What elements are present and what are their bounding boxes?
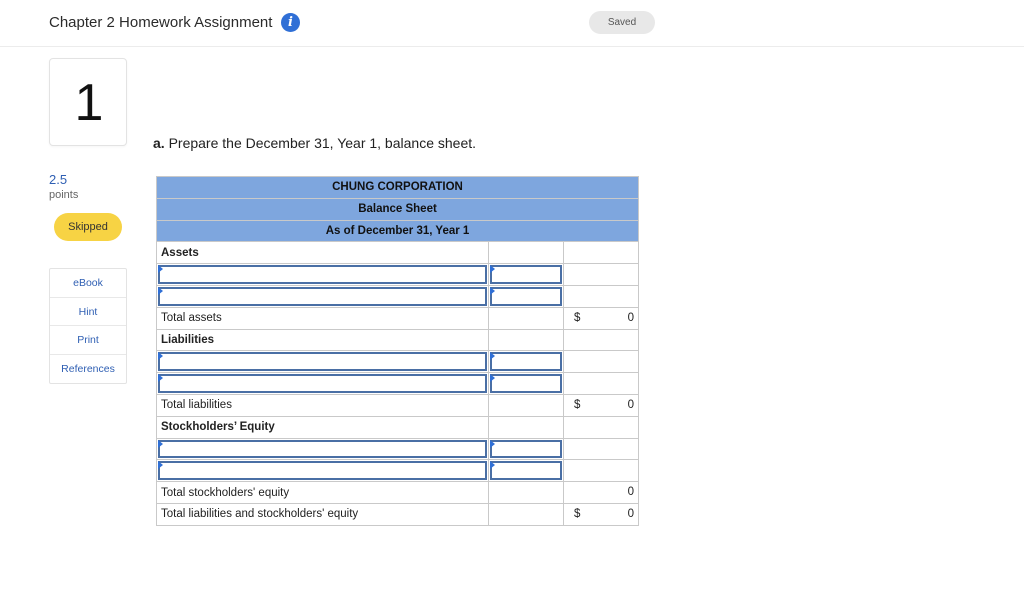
total-liabilities-equity-label: Total liabilities and stockholders' equity	[157, 503, 489, 525]
saved-status-badge: Saved	[589, 11, 655, 34]
total-liabilities-label: Total liabilities	[157, 394, 489, 416]
total-assets-label: Total assets	[157, 307, 489, 329]
dropdown-arrow-icon	[490, 374, 495, 382]
asset-account-dropdown[interactable]	[157, 285, 489, 307]
total-equity-value: 0	[627, 486, 634, 499]
dropdown-arrow-icon	[158, 374, 163, 382]
points-value: 2.5	[49, 172, 68, 187]
total-liabilities-value: 0	[627, 398, 634, 411]
balance-sheet-table	[156, 176, 639, 526]
liability-amount-input[interactable]	[489, 373, 564, 395]
equity-account-dropdown[interactable]	[157, 460, 489, 482]
total-equity-label: Total stockholders' equity	[157, 482, 489, 504]
statement-date: As of December 31, Year 1	[157, 220, 639, 242]
company-name: CHUNG CORPORATION	[157, 177, 639, 199]
resource-links	[49, 268, 127, 384]
liability-account-dropdown[interactable]	[157, 351, 489, 373]
info-icon[interactable]: i	[281, 13, 300, 32]
liability-account-dropdown[interactable]	[157, 373, 489, 395]
equity-account-dropdown[interactable]	[157, 438, 489, 460]
equity-section-label: Stockholders’ Equity	[157, 416, 489, 438]
question-prompt	[153, 135, 476, 151]
assignment-header	[0, 0, 1024, 47]
dropdown-arrow-icon	[490, 287, 495, 295]
prompt-part-label: a.	[153, 135, 165, 151]
references-link[interactable]: References	[61, 362, 115, 375]
hint-link[interactable]: Hint	[50, 298, 126, 327]
skipped-status-badge: Skipped	[54, 213, 122, 241]
asset-account-dropdown[interactable]	[157, 264, 489, 286]
statement-title: Balance Sheet	[157, 198, 639, 220]
total-liabilities-equity-dollar: $	[574, 507, 581, 520]
liability-amount-input[interactable]	[489, 351, 564, 373]
question-number: 1	[74, 74, 104, 132]
dropdown-arrow-icon	[158, 352, 163, 360]
total-assets-dollar: $	[574, 311, 581, 324]
total-liabilities-dollar: $	[574, 398, 581, 411]
dropdown-arrow-icon	[158, 287, 163, 295]
assets-section-label: Assets	[157, 242, 489, 264]
dropdown-arrow-icon	[158, 265, 163, 273]
dropdown-arrow-icon	[158, 440, 163, 448]
ebook-link[interactable]: eBook	[50, 269, 126, 298]
asset-amount-input[interactable]	[489, 285, 564, 307]
dropdown-arrow-icon	[490, 440, 495, 448]
dropdown-arrow-icon	[490, 265, 495, 273]
print-link[interactable]: Print	[50, 326, 126, 355]
assignment-title: Chapter 2 Homework Assignment	[49, 14, 273, 31]
dropdown-arrow-icon	[490, 352, 495, 360]
dropdown-arrow-icon	[158, 461, 163, 469]
points-label: points	[49, 189, 79, 201]
equity-amount-input[interactable]	[489, 460, 564, 482]
question-number-box	[49, 58, 127, 146]
prompt-text: Prepare the December 31, Year 1, balance sheet.	[164, 135, 477, 151]
asset-amount-input[interactable]	[489, 264, 564, 286]
liabilities-section-label: Liabilities	[157, 329, 489, 351]
dropdown-arrow-icon	[490, 461, 495, 469]
equity-amount-input[interactable]	[489, 438, 564, 460]
total-liabilities-equity-value: 0	[627, 507, 634, 520]
total-assets-value: 0	[627, 311, 634, 324]
